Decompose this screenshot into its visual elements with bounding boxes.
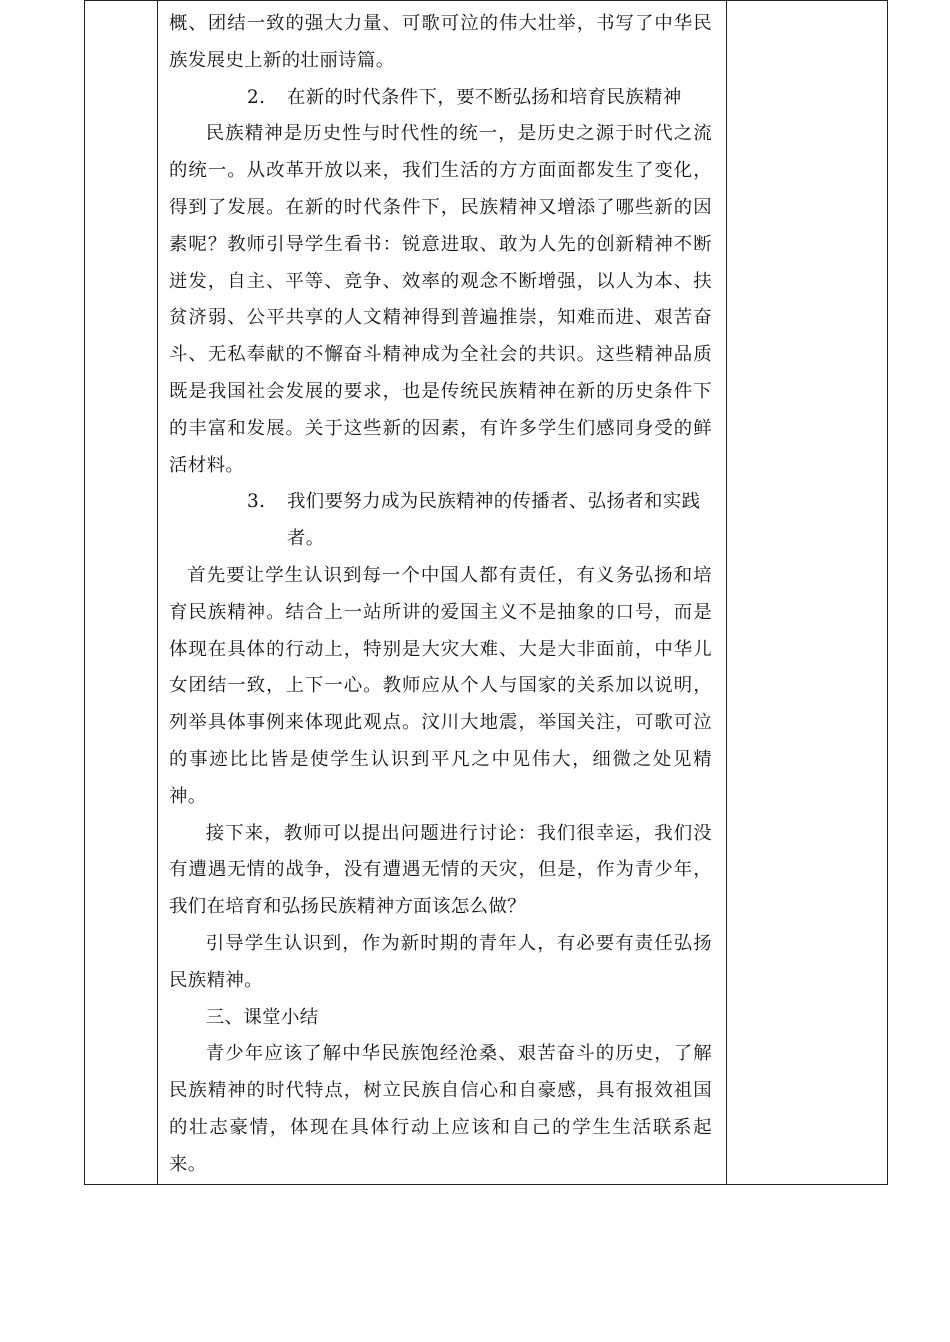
paragraph-continuation: 概、团结一致的强大力量、可歌可泣的伟大壮举，书写了中华民族发展史上新的壮丽诗篇。 [169,13,712,71]
right-column-cell [727,1,888,1185]
item-number: 3. [247,491,266,513]
item-text: 在新的时代条件下，要不断弘扬和培育民族精神 [287,86,682,108]
paragraph-new-elements: 民族精神是历史性与时代性的统一，是历史之源于时代之流的统一。从改革开放以来，我们生活的方方面面都发生了变化，得到了发展。在新的时代条件下，民族精神又增添了哪些新的因素呢？教师引导学生看书：锐意进取、敢为人先的创新精神不断迸发，自主、平等、竞争、效率的观念不断增强，以人为本、扶贫济弱、公平共享的人文精神得到普遍推崇，知难而进、艰苦奋斗、无私奉献的不懈奋斗精神成为全社会的共识。这些精神品质既是我国社会发展的要求，也是传统民族精神在新的历史条件下的丰富和发展。关于这些新的因素，有许多学生们感同身受的鲜活材料。 [169,123,712,476]
table-row [85,1,888,1185]
left-column-cell [85,1,158,1185]
paragraph-summary: 青少年应该了解中华民族饱经沧桑、艰苦奋斗的历史，了解民族精神的时代特点，树立民族自信心和自豪感，具有报效祖国的壮志豪情，体现在具体行动上应该和自己的学生生活联系起来。 [169,1043,712,1175]
numbered-item-2 [169,80,712,117]
item-number: 2. [247,86,266,108]
paragraph-discussion: 接下来，教师可以提出问题进行讨论：我们很幸运，我们没有遭遇无情的战争，没有遭遇无情的天灾，但是，作为青少年，我们在培育和弘扬民族精神方面该怎么做？ [169,822,712,918]
paragraph-responsibility: 首先要让学生认识到每一个中国人都有责任，有义务弘扬和培育民族精神。结合上一站所讲的爱国主义不是抽象的口号，而是体现在具体的行动上，特别是大灾大难、大是大非面前，中华儿女团结一致，上下一心。教师应从个人与国家的关系加以说明，列举具体事例来体现此观点。汶川大地震，举国关注，可歌可泣的事迹比比皆是使学生认识到平凡之中见伟大，细微之处见精神。 [169,564,712,807]
paragraph-guidance: 引导学生认识到，作为新时期的青年人，有必要有责任弘扬民族精神。 [169,932,712,991]
content-cell [158,1,727,1185]
numbered-item-3 [169,484,712,558]
content-body [158,1,726,1184]
section-heading-summary: 三、课堂小结 [205,1006,319,1028]
lesson-plan-table [84,0,888,1185]
item-text: 我们要努力成为民族精神的传播者、弘扬者和实践者。 [287,491,701,550]
